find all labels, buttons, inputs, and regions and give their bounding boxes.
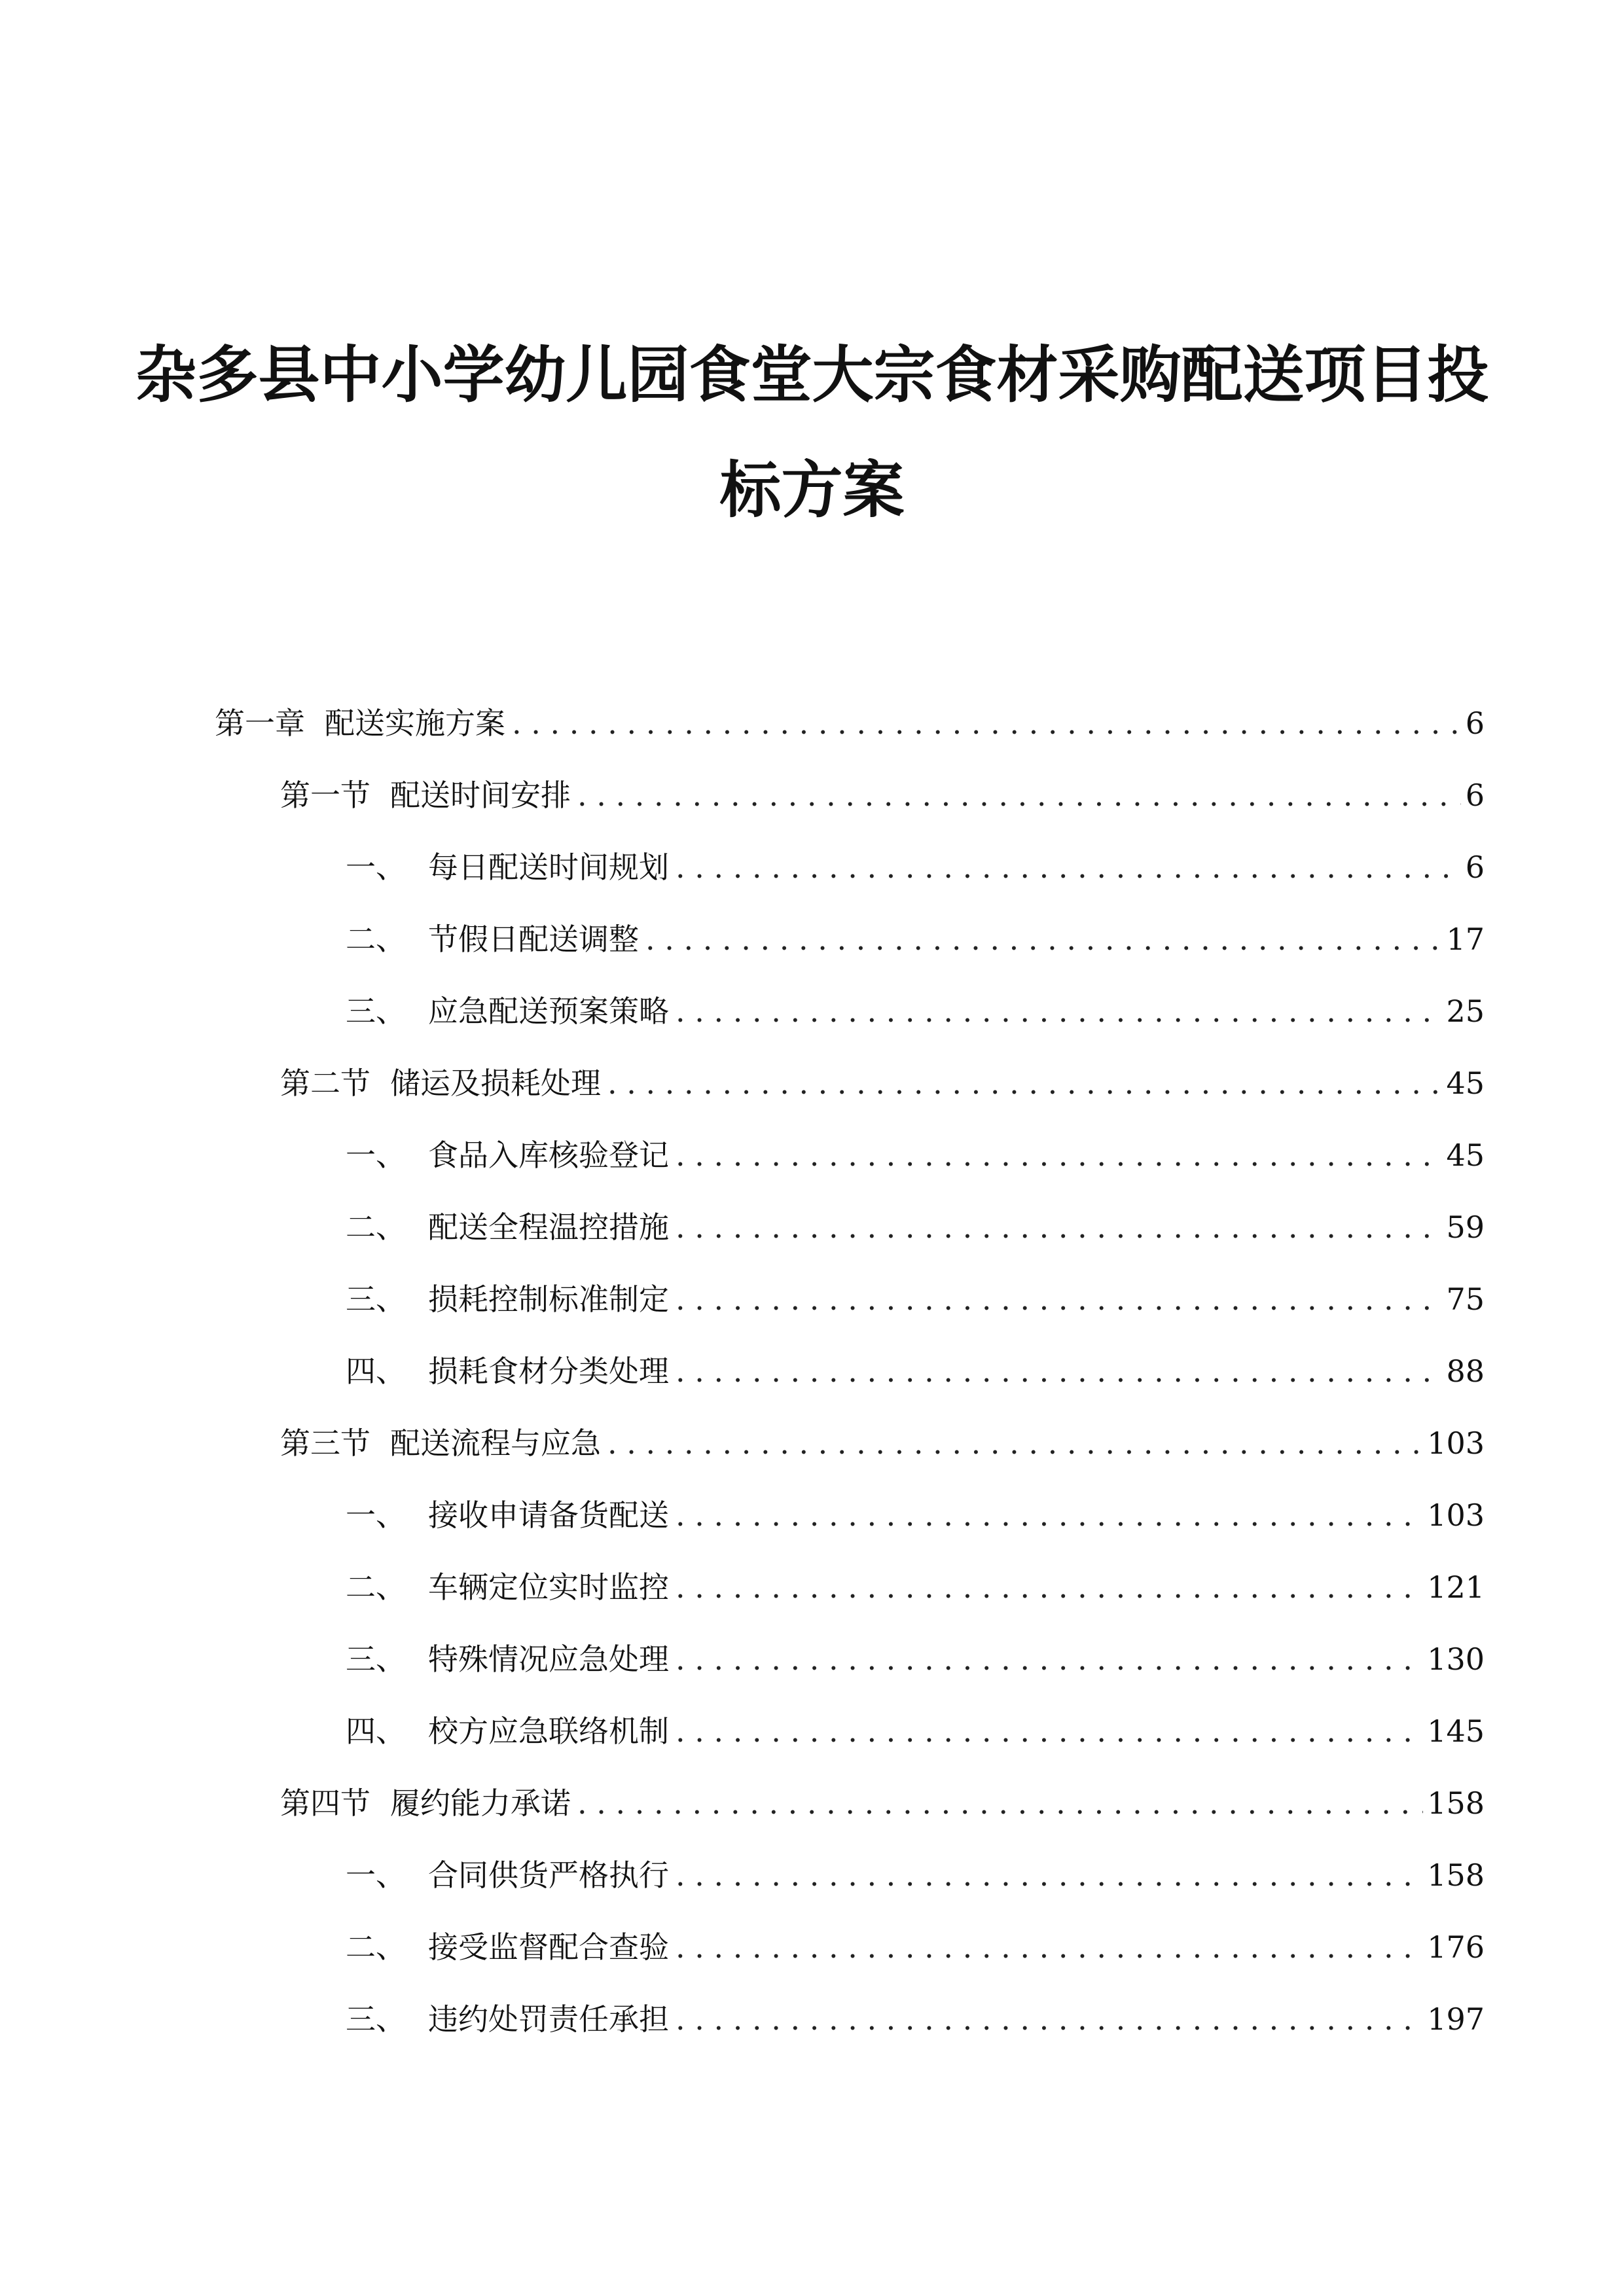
toc-entry-number: 第一章	[215, 706, 305, 741]
toc-entry-page-number: 176	[1427, 1929, 1485, 1965]
toc-dot-leader	[676, 1348, 1442, 1394]
toc-entry-number: 第一节	[280, 778, 370, 813]
toc-entry-page-number: 25	[1446, 994, 1485, 1029]
toc-entry-number: 一、	[346, 850, 406, 885]
toc-entry[interactable]	[346, 1852, 1485, 1898]
toc-entry[interactable]	[346, 1564, 1485, 1610]
toc-entry-number: 一、	[346, 1498, 406, 1533]
toc-entry[interactable]	[280, 772, 1485, 818]
toc-entry-number: 第二节	[280, 1066, 370, 1101]
toc-entry-page-number: 145	[1427, 1713, 1485, 1749]
toc-dot-leader	[577, 1780, 1423, 1826]
toc-entry-label: 应急配送预案策略	[428, 994, 669, 1029]
toc-entry-number: 三、	[346, 1641, 406, 1677]
toc-entry[interactable]	[215, 700, 1485, 746]
toc-entry-number: 二、	[346, 1210, 406, 1245]
toc-entry-number: 第四节	[280, 1785, 370, 1821]
toc-entry-label: 损耗食材分类处理	[428, 1354, 669, 1389]
toc-entry-label: 节假日配送调整	[428, 922, 639, 957]
toc-dot-leader	[645, 916, 1442, 962]
toc-entry[interactable]	[346, 1708, 1485, 1754]
toc-entry-number: 四、	[346, 1354, 406, 1389]
toc-entry-label: 损耗控制标准制定	[428, 1282, 669, 1317]
toc-entry[interactable]	[346, 1636, 1485, 1682]
toc-entry-number: 二、	[346, 922, 406, 957]
toc-entry-label: 配送流程与应急	[390, 1426, 601, 1461]
toc-entry[interactable]	[280, 1780, 1485, 1826]
toc-entry-number: 一、	[346, 1138, 406, 1173]
toc-entry-label: 每日配送时间规划	[428, 850, 669, 885]
toc-entry[interactable]	[346, 1132, 1485, 1178]
toc-entry[interactable]	[280, 1420, 1485, 1466]
toc-dot-leader	[577, 772, 1461, 818]
toc-entry-page-number: 158	[1427, 1857, 1485, 1893]
toc-dot-leader	[676, 1492, 1423, 1538]
toc-entry-page-number: 59	[1446, 1210, 1485, 1245]
toc-entry-label: 合同供货严格执行	[428, 1857, 669, 1893]
toc-entry-label: 接受监督配合查验	[428, 1929, 669, 1965]
toc-entry[interactable]	[346, 844, 1485, 890]
toc-dot-leader	[512, 700, 1461, 746]
toc-entry-page-number: 88	[1446, 1354, 1485, 1389]
toc-entry[interactable]	[346, 1492, 1485, 1538]
toc-entry-number: 三、	[346, 1282, 406, 1317]
toc-entry-page-number: 121	[1427, 1570, 1485, 1605]
toc-dot-leader	[676, 1996, 1423, 2042]
toc-dot-leader	[676, 1924, 1423, 1970]
toc-entry-label: 车辆定位实时监控	[428, 1570, 669, 1605]
toc-dot-leader	[676, 1708, 1423, 1754]
toc-entry-label: 校方应急联络机制	[428, 1713, 669, 1749]
toc-entry-page-number: 197	[1427, 2001, 1485, 2037]
toc-entry-page-number: 45	[1446, 1138, 1485, 1173]
toc-entry-page-number: 130	[1427, 1641, 1485, 1677]
toc-entry-label: 特殊情况应急处理	[428, 1641, 669, 1677]
toc-dot-leader	[676, 844, 1461, 890]
toc-entry-number: 三、	[346, 994, 406, 1029]
toc-entry-label: 食品入库核验登记	[428, 1138, 669, 1173]
toc-entry[interactable]	[346, 1996, 1485, 2042]
toc-entry-page-number: 75	[1446, 1282, 1485, 1317]
document-title-line-2: 标方案	[719, 455, 905, 526]
toc-entry[interactable]	[346, 1204, 1485, 1250]
toc-entry[interactable]	[346, 1348, 1485, 1394]
toc-entry-label: 配送时间安排	[390, 778, 571, 813]
toc-entry-label: 履约能力承诺	[390, 1785, 571, 1821]
toc-entry-number: 三、	[346, 2001, 406, 2037]
toc-entry-label: 接收申请备货配送	[428, 1498, 669, 1533]
toc-entry[interactable]	[346, 988, 1485, 1034]
document-title-line-1: 杂多县中小学幼儿园食堂大宗食材采购配送项目投	[135, 340, 1489, 411]
toc-entry[interactable]	[346, 1924, 1485, 1970]
toc-dot-leader	[607, 1060, 1442, 1106]
toc-entry-label: 违约处罚责任承担	[428, 2001, 669, 2037]
toc-dot-leader	[676, 1636, 1423, 1682]
toc-dot-leader	[676, 1132, 1442, 1178]
toc-entry[interactable]	[346, 916, 1485, 962]
toc-dot-leader	[676, 1564, 1423, 1610]
toc-entry-page-number: 17	[1446, 922, 1485, 957]
toc-entry[interactable]	[280, 1060, 1485, 1106]
toc-dot-leader	[676, 1852, 1423, 1898]
toc-dot-leader	[607, 1420, 1423, 1466]
toc-dot-leader	[676, 988, 1442, 1034]
toc-entry-number: 四、	[346, 1713, 406, 1749]
toc-entry-page-number: 6	[1465, 706, 1485, 741]
toc-entry-page-number: 103	[1427, 1426, 1485, 1461]
toc-entry-label: 储运及损耗处理	[390, 1066, 601, 1101]
toc-dot-leader	[676, 1204, 1442, 1250]
toc-entry-page-number: 103	[1427, 1498, 1485, 1533]
toc-entry-page-number: 6	[1465, 850, 1485, 885]
toc-entry-page-number: 158	[1427, 1785, 1485, 1821]
toc-entry[interactable]	[346, 1276, 1485, 1322]
toc-entry-number: 第三节	[280, 1426, 370, 1461]
toc-dot-leader	[676, 1276, 1442, 1322]
toc-entry-number: 一、	[346, 1857, 406, 1893]
toc-entry-number: 二、	[346, 1570, 406, 1605]
toc-entry-label: 配送实施方案	[325, 706, 505, 741]
toc-entry-page-number: 6	[1465, 778, 1485, 813]
toc-entry-label: 配送全程温控措施	[428, 1210, 669, 1245]
toc-entry-page-number: 45	[1446, 1066, 1485, 1101]
toc-entry-number: 二、	[346, 1929, 406, 1965]
